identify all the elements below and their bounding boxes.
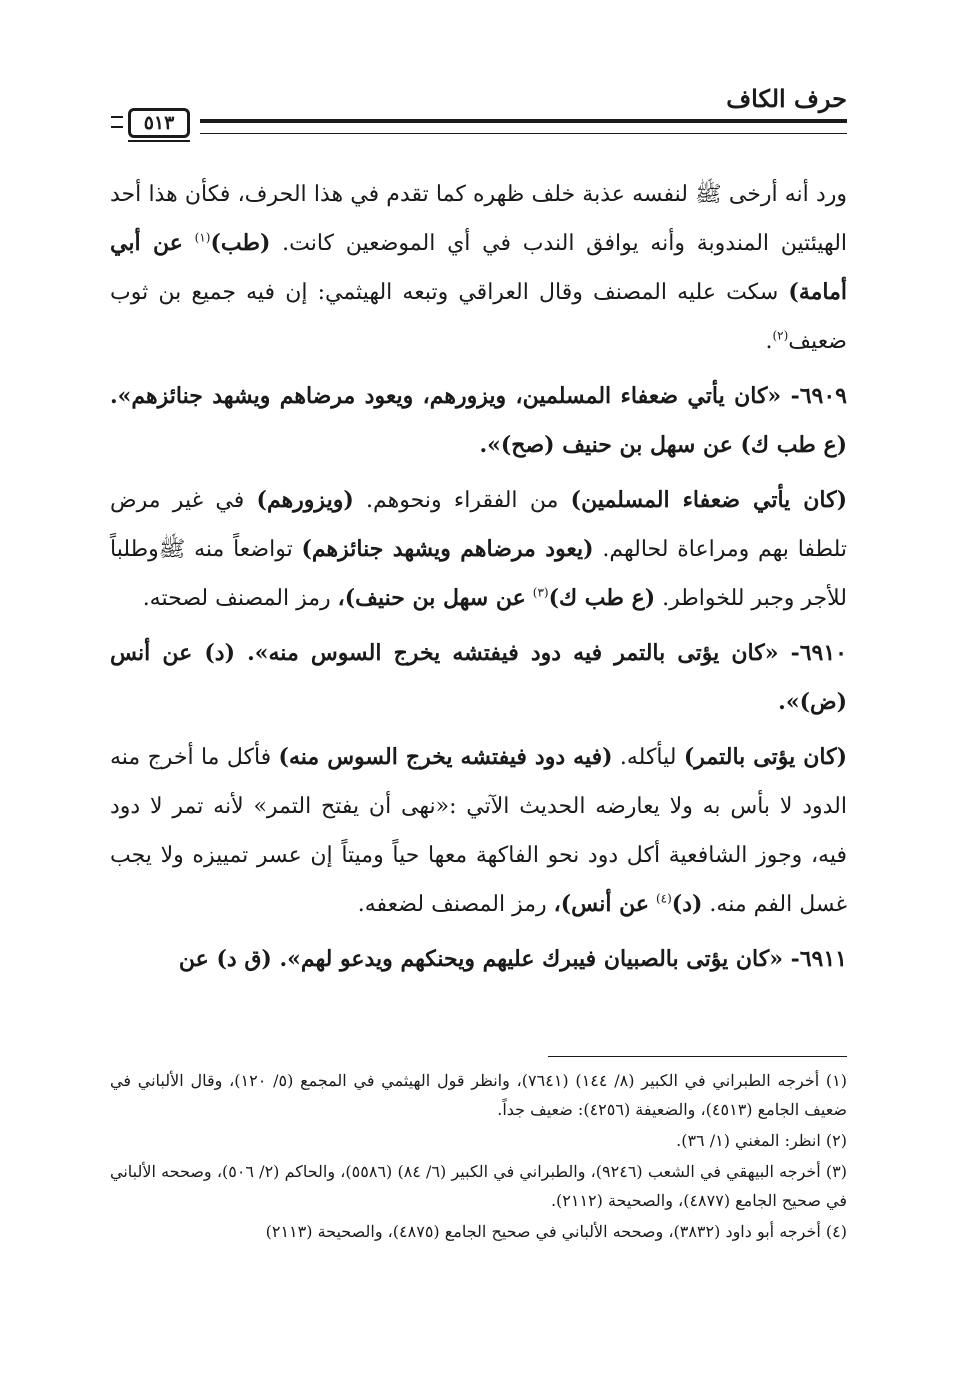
footnote-2: (٢) انظر: المغني (١/ ٣٦). (676, 1131, 847, 1150)
header-rule (200, 119, 847, 134)
page-number-tick (111, 116, 123, 128)
page-number-box (128, 108, 190, 138)
footnote-ref-3: (٣) (532, 585, 549, 600)
hadith-6910: ٦٩١٠- «كان يؤتى بالتمر فيه دود فيفتشه يخرج السوس منه». (د) عن أنس (ض)». (110, 640, 847, 715)
footnote-1: (١) أخرجه الطبراني في الكبير (٨/ ١٤٤) (٧٦٤١)، وانظر قول الهيثمي في المجمع (٥/ ١٢٠)، وقال الألباني في ضعيف الجامع (٤٥١٣)، والضعيفة (٤٢٥٦): ضعيف جداً. (110, 1071, 848, 1119)
hadith-6909: ٦٩٠٩- «كان يأتي ضعفاء المسلمين، ويزورهم، ويعود مرضاهم ويشهد جنائزهم». (ع طب ك) عن سهل بن حنيف (صح)». (110, 383, 847, 458)
footnote-ref-1: (١) (194, 230, 211, 245)
running-title: حرف الكاف (726, 84, 847, 113)
footnote-ref-4: (٤) (655, 891, 672, 906)
body-text (110, 170, 847, 990)
commentary-6910: (كان يؤتى بالتمر) ليأكله. (فيه دود فيفتشه يخرج السوس منه) فأكل ما أخرج منه الدود لا بأس به ولا يعارضه الحديث الآتي :«نهى أن يفتح التمر» لأنه تمر لا دود فيه، وجوز الشافعية أكل دود نحو الفاكهة معها حياً وميتاً إن عسر تمييزه ولا يجب غسل الفم منه. (د)$^{(٤)}$ عن أنس)، رمز المصنف لضعفه. (110, 744, 848, 917)
page-number: ٥١٣ (143, 112, 175, 134)
footnote-separator (548, 1056, 847, 1057)
footnotes (110, 1066, 847, 1248)
commentary-6909: (كان يأتي ضعفاء المسلمين) من الفقراء ونحوهم. (ويزورهم) في غير مرض تلطفا بهم ومراعاة لحالهم. (يعود مرضاهم ويشهد جنائزهم) تواضعاً منه ﷺوطلباً للأجر وجبر للخواطر. (ع طب ك)$^{(٣)}$ عن سهل بن حنيف)، رمز المصنف لصحته. (110, 487, 847, 611)
footnote-3: (٣) أخرجه البيهقي في الشعب (٩٢٤٦)، والطبراني في الكبير (٦/ ٨٤) (٥٥٨٦)، والحاكم (٢/ ٥٠٦)، وصححه الألباني في صحيح الجامع (٤٨٧٧)، والصحيحة (٢١١٢). (110, 1162, 847, 1210)
paragraph-intro: ورد أنه أرخى ﷺ لنفسه عذبة خلف ظهره كما تقدم في هذا الحرف، فكأن هذا أحد الهيئتين المندوبة وأنه يوافق الندب في أي الموضعين كانت. (طب)$^{(١)}$ عن أبي أمامة) سكت عليه المصنف وقال العراقي وتبعه الهيثمي: إن فيه جميع بن ثوب ضعيف$^{(٢)}$. (110, 182, 848, 354)
hadith-6911: ٦٩١١- «كان يؤتى بالصبيان فيبرك عليهم ويحنكهم ويدعو لهم». (ق د) عن (178, 946, 847, 972)
footnote-4: (٤) أخرجه أبو داود (٣٨٣٢)، وصححه الألباني في صحيح الجامع (٤٨٧٥)، والصحيحة (٢١١٣) (265, 1222, 847, 1241)
footnote-ref-2: (٢) (772, 328, 789, 343)
